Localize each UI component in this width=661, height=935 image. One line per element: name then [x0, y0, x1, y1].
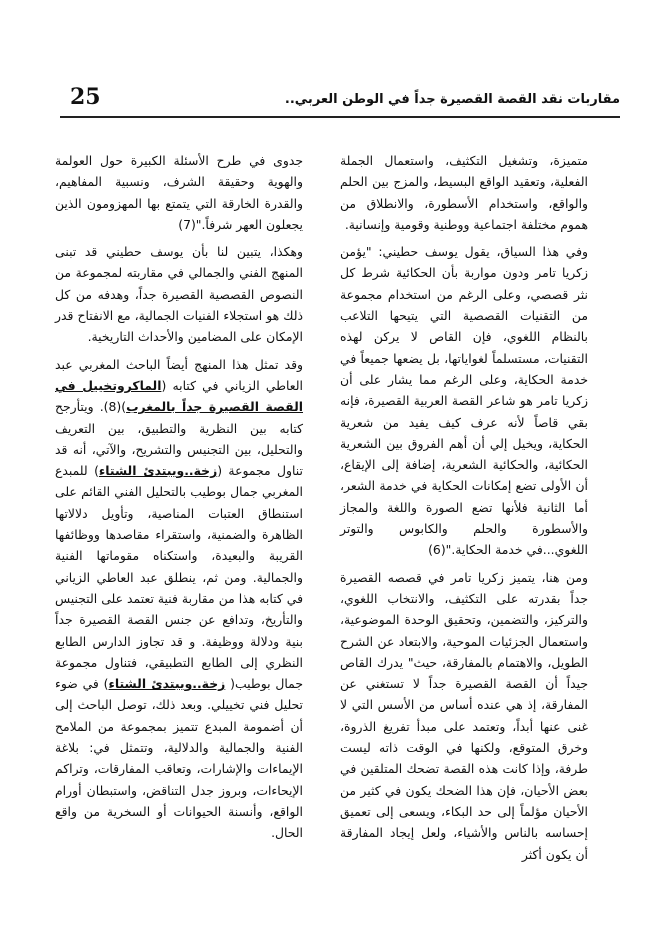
right-text-column — [340, 150, 588, 865]
page-header — [60, 80, 620, 120]
paragraph — [55, 354, 303, 844]
paragraph: وهكذا، يتبين لنا بأن يوسف حطيني قد تبنى المنهج الفني والجمالي في مقاربته لمجموعة من النصوص القصصية القصيرة جداً، وهدفه من كل ذلك هو استجلاء الفنيات الجمالية، مع الانفتاح قدر الإمكان على المضامين والأحداث التاريخية. — [55, 244, 303, 345]
book-title: الماكروتخييل في القصة القصيرة جداً بالمغرب — [55, 377, 303, 415]
paragraph: ومن هنا، يتميز زكريا تامر في قصصه القصيرة جداً بقدرته على التكثيف، والانتخاب اللغوي، والتركيز، والتضمين، وتحقيق الوحدة الموضوعية، واستعمال الجزئيات الموحية، والابتعاد عن الشرح الطويل، والاهتمام بالمفارقة، حيث" يدرك القاص جيداً أن القصة القصيرة جداً لا تستغني عن المفارقة، إذ هي عنده أساس من الأسس التي لا غنى عنها أبداً، وتعتمد على مبدأ تفريغ الذروة، وخرق المتوقع، ولكنها في الوقت ذاته ليست طرفة، وإذا كانت هذه القصة تضحك المتلقين في بعض الأحيان، فإن هذا الضحك يكون في كثير من الأحيان مؤلماً إلى حد البكاء، ويسعى إلى تعميق إحساسه بالناس والأشياء، ولعل إيجاد المفارقة أن يكون أكثر — [340, 569, 588, 862]
collection-title: زخة..ويبتدئ الشتاء — [108, 676, 226, 692]
paragraph: وفي هذا السياق، يقول يوسف حطيني: "يؤمن زكريا تامر ودون مواربة بأن الحكائية شرط كل نثر قصصي، وعلى الرغم من استخدام مجموعة من التقنيات القصصية التي يتيحها التلاعب بالنظام اللغوي، فإن القاص لا يركن لهذه التقنيات، مستسلماً لغواياتها، بل يضعها جميعاً في خدمة الحكاية، وعلى الرغم مما يشار على أن زكريا تامر هو شاعر القصة العربية القصيرة، فإنه بقي قاصاً لأنه عرف كيف يفيد من شعرية الحكاية، ويخيل إلي أن أهم الفروق بين الشعرية الحكائية، والحكائية الشعرية، إضافة إلى الإيقاع، أن الأولى تضع إمكانات الحكاية في خدمة الشعر، أما الثانية فلأنها تضع الصورة واللغة والمجاز والأسطورة والحلم والكابوس والتوتر اللغوي...في خدمة الحكاية."(6) — [340, 244, 588, 558]
page-number: 25 — [70, 84, 101, 110]
left-text-column — [55, 150, 303, 844]
running-title: مقاربات نقد القصة القصيرة جداً في الوطن العربي.. — [284, 92, 620, 107]
header-divider — [60, 116, 620, 118]
paragraph: جدوى في طرح الأسئلة الكبيرة حول العولمة والهوية وحقيقة الشرف، ونسبية المفاهيم، والقدرة الخارقة التي يتمتع بها المهزومون الذين يجعلون العهر شرفاً."(7) — [55, 153, 303, 232]
paragraph-text: وقد تمثل هذا المنهج أيضاً الباحث المغربي عبد العاطي الزياني في كتابه ( — [55, 356, 303, 393]
paragraph: متميزة، وتشغيل التكثيف، واستعمال الجملة الفعلية، وتعقيد الواقع البسيط، والمزج بين الحلم والواقع، واستخدام الأسطورة، والانطلاق من هموم مختلفة اجتماعية ووطنية وقومية وإنسانية. — [340, 153, 588, 232]
paragraph-text: ) للمبدع المغربي جمال بوطيب بالتحليل الفني القائم على استنطاق العتبات المناصية، وتأويل دلالاتها الظاهرة والضمنية، واستقراء مقاصدها ووظائفها القريبة والبعيدة، واستكناه مقوماتها الفنية والجمالية. ومن ثم، ينطلق عبد العاطي الزياني في كتابه هذا من مقاربة فنية تعتمد على التجنيس والتأريخ، وتدافع عن جنس القصة القصيرة جداً بنية ودلالة ووظيفة. و قد تجاوز الدارس الطابع النظري إلى الطابع التطبيقي، فتناول مجموعة جمال بوطيب( — [55, 463, 303, 692]
collection-title: زخة..ويبتدئ الشتاء — [98, 463, 218, 479]
paragraph-text: ) في ضوء تحليل فني تخييلي. وبعد ذلك، توصل الباحث إلى أن أضمومة المبدع تتميز بمجموعة من الملامح الفنية والجمالية والدلالية، وتتمثل في: بلاغة الإيماءات والإشارات، وتعاقب المفارقات، وتراكم الإيحاءات، وبروز جدل التناقض، واستبطان أورام الواقع، وأنسنة الحيوانات أو السخرية من واقع الحال. — [55, 676, 303, 841]
paragraph-text: )(8). ويتأرجح كتابه بين النظرية والتطبيق، بين التعريف والتحليل، بين التجنيس والتشريح، والآتي، أنه قد تناول مجموعة ( — [55, 399, 303, 479]
